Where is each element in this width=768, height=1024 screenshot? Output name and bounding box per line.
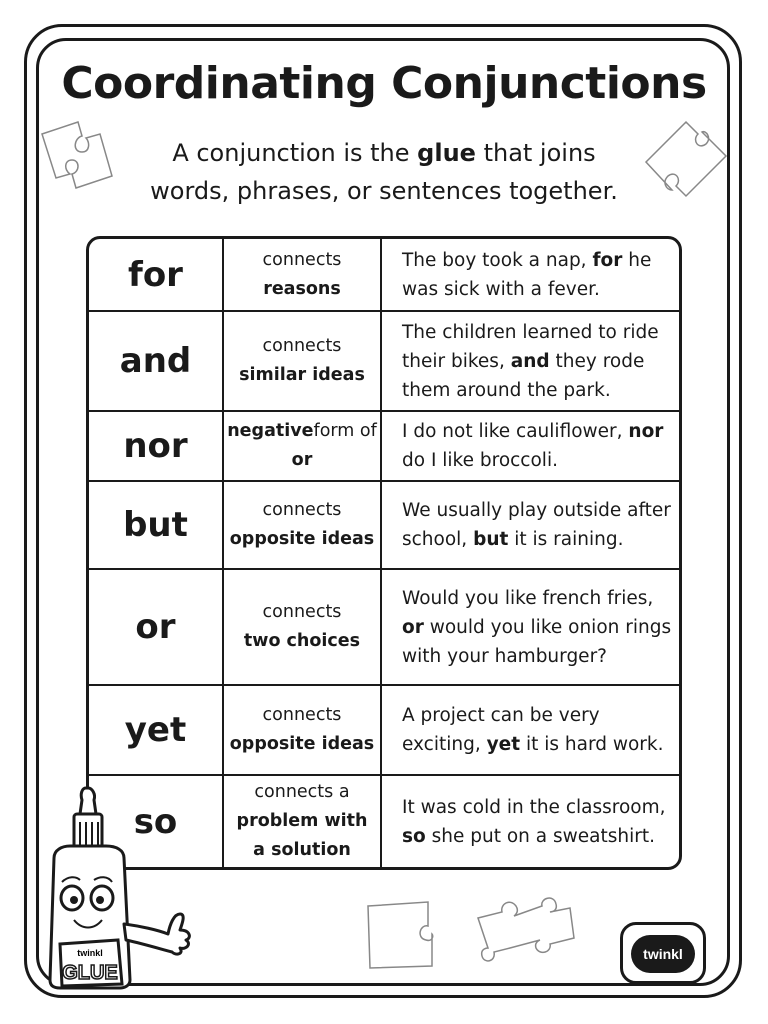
example-conjunction: so (402, 825, 426, 847)
example-text: would you like onion rings with your hamburger? (402, 616, 672, 667)
example-conjunction: and (510, 350, 550, 372)
example-text: It was cold in the classroom, (402, 796, 666, 818)
conjunction-purpose (223, 411, 381, 481)
logo-text: twinkl (631, 935, 695, 973)
example-text: The children learned to ride their bikes, (402, 321, 659, 372)
conjunction-word: and (89, 311, 223, 411)
conjunction-word: so (89, 775, 223, 867)
example-text: it is raining. (508, 529, 624, 550)
page-title: Coordinating Conjunctions (61, 58, 707, 109)
example-text: it is hard work. (520, 734, 664, 755)
purpose-text: connects (262, 500, 342, 520)
purpose-text: negative (227, 421, 314, 441)
example-conjunction: or (402, 616, 424, 638)
purpose-text: connects (262, 336, 342, 356)
conjunction-word: nor (89, 411, 223, 481)
example-text: I do not like cauliflower, (402, 421, 629, 442)
table-row-but (89, 481, 679, 569)
example-sentence (381, 775, 679, 867)
table-row-nor (89, 411, 679, 481)
example-text: do I like broccoli. (402, 450, 558, 471)
conjunction-purpose (223, 569, 381, 685)
twinkl-logo (620, 922, 706, 984)
purpose-text: connects (262, 602, 342, 622)
example-text: A project can be very exciting, (402, 705, 600, 755)
example-text: he was sick with a fever. (402, 249, 652, 300)
conjunction-purpose (223, 685, 381, 775)
purpose-text: similar ideas (239, 365, 365, 385)
purpose-text: problem with (236, 811, 368, 831)
table-row-for (89, 239, 679, 311)
example-text: Would you like french fries, (402, 587, 654, 609)
glue-label: GLUE (62, 962, 118, 984)
purpose-text: reasons (263, 278, 341, 299)
puzzle-piece-icon (470, 890, 580, 970)
table-row-and (89, 311, 679, 411)
example-text: The boy took a nap, (402, 249, 593, 271)
example-conjunction: but (473, 529, 509, 550)
conjunction-word: for (89, 239, 223, 311)
purpose-text: form of (313, 421, 377, 441)
glue-brand: twinkl (77, 948, 103, 958)
purpose-text: connects a (254, 782, 350, 802)
conjunction-table (86, 236, 682, 870)
puzzle-piece-icon (360, 896, 440, 976)
purpose-text: connects (262, 249, 342, 270)
conjunction-purpose (223, 239, 381, 311)
table-row-yet (89, 685, 679, 775)
subtitle-part2: that joins (475, 139, 596, 167)
subtitle-bold: glue (417, 139, 476, 167)
table-row-or (89, 569, 679, 685)
purpose-text: opposite ideas (229, 734, 375, 754)
conjunction-word: but (89, 481, 223, 569)
example-text: We usually play outside after school, (402, 500, 671, 550)
example-sentence (381, 569, 679, 685)
example-conjunction: yet (486, 734, 521, 755)
example-text: they rode them around the park. (402, 350, 645, 401)
subtitle-part1: A conjunction is the (172, 139, 418, 167)
example-sentence (381, 311, 679, 411)
subtitle (0, 134, 768, 210)
purpose-text: a solution (253, 840, 351, 860)
purpose-text: opposite ideas (229, 529, 375, 549)
example-conjunction: for (592, 249, 623, 271)
conjunction-word: or (89, 569, 223, 685)
subtitle-line2: words, phrases, or sentences together. (150, 177, 618, 205)
glue-bottle-mascot (40, 784, 210, 994)
purpose-text: two choices (243, 631, 361, 651)
example-sentence (381, 411, 679, 481)
conjunction-purpose (223, 481, 381, 569)
purpose-text: or (291, 450, 313, 470)
example-sentence (381, 685, 679, 775)
example-text: she put on a sweatshirt. (425, 825, 655, 847)
example-sentence (381, 481, 679, 569)
purpose-text: connects (262, 705, 342, 725)
example-sentence (381, 239, 679, 311)
conjunction-purpose (223, 311, 381, 411)
conjunction-word: yet (89, 685, 223, 775)
conjunction-purpose (223, 775, 381, 867)
example-conjunction: nor (628, 421, 664, 442)
